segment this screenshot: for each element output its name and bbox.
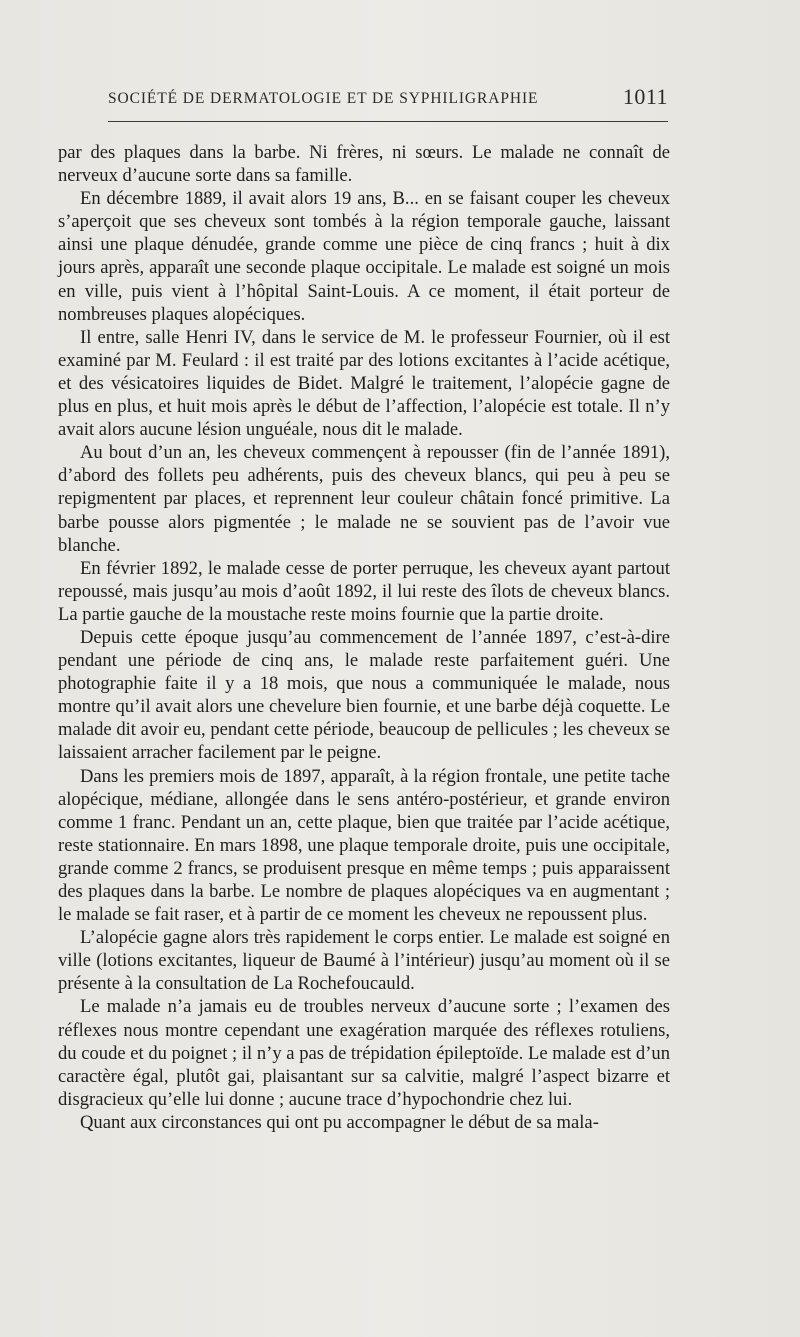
header-rule [108, 121, 668, 122]
paragraph: Au bout d’un an, les cheveux commençent à repousser (fin de l’année 1891), d’abord des follets peu adhérents, puis des cheveux blancs, qui peu à peu se repigmentent par places, et reprennent leur couleur châtain foncé primitive. La barbe pousse alors pigmentée ; le malade ne se souvient pas de l’avoir vue blanche. [58, 442, 670, 556]
paragraph: En février 1892, le malade cesse de porter perruque, les cheveux ayant partout repoussé, mais jusqu’au mois d’août 1892, il lui reste des îlots de cheveux blancs. La partie gauche de la moustache reste moins fournie que la partie droite. [58, 557, 670, 625]
body-text [58, 141, 670, 1134]
paragraph: par des plaques dans la barbe. Ni frères, ni sœurs. Le malade ne connaît de nerveux d’aucune sorte dans sa famille. [58, 142, 670, 187]
running-title: SOCIÉTÉ DE DERMATOLOGIE ET DE SYPHILIGRAPHIE [108, 90, 539, 107]
paragraph: Quant aux circonstances qui ont pu accompagner le début de sa mala- [80, 1111, 599, 1133]
paragraph: Dans les premiers mois de 1897, apparaît, à la région frontale, une petite tache alopécique, médiane, allongée dans le sens antéro-postérieur, et grande environ comme 1 franc. Pendant un an, cette plaque, bien que traitée par l’acide acétique, reste stationnaire. En mars 1898, une plaque temporale droite, puis une occipitale, grande comme 2 francs, se produisent presque en même temps ; puis apparaissent des plaques dans la barbe. Le nombre de plaques alopéciques va en augmentant ; le malade se fait raser, et à partir de ce moment les cheveux ne repoussent plus. [58, 765, 670, 926]
paragraph: Depuis cette époque jusqu’au commencement de l’année 1897, c’est-à-dire pendant une période de cinq ans, le malade reste parfaitement guéri. Une photographie faite il y a 18 mois, que nous a communiquée le malade, nous montre qu’il avait alors une chevelure bien fournie, et une barbe déjà coquette. Le malade dit avoir eu, pendant cette période, beaucoup de pellicules ; les cheveux se laissaient arracher facilement par le peigne. [58, 626, 670, 764]
paragraph: L’alopécie gagne alors très rapidement le corps entier. Le malade est soigné en ville (lotions excitantes, liqueur de Baumé à l’intérieur) jusqu’au moment où il se présente à la consultation de La Rochefoucauld. [58, 927, 670, 995]
running-head [108, 84, 668, 114]
page-number: 1011 [622, 84, 668, 109]
paragraph: Il entre, salle Henri IV, dans le service de M. le professeur Fournier, où il est examiné par M. Feulard : il est traité par des lotions excitantes à l’acide acétique, et des vésicatoires liquides de Bidet. Malgré le traitement, l’alopécie gagne de plus en plus, et huit mois après le début de l’affection, l’alopécie est totale. Il n’y avait alors aucune lésion unguéale, nous dit le malade. [58, 326, 670, 441]
paragraph: En décembre 1889, il avait alors 19 ans, B... en se faisant couper les cheveux s’aperçoit que ses cheveux sont tombés à la région temporale gauche, laissant ainsi une plaque dénudée, grande comme une pièce de cinq francs ; huit à dix jours après, apparaît une seconde plaque occipitale. Le malade est soigné un mois en ville, puis vient à l’hôpital Saint-Louis. A ce moment, il était porteur de nombreuses plaques alopéciques. [58, 188, 670, 325]
paragraph: Le malade n’a jamais eu de troubles nerveux d’aucune sorte ; l’examen des réflexes nous montre cependant une exagération marquée des réflexes rotuliens, du coude et du poignet ; il n’y a pas de trépidation épileptoïde. Le malade est d’un caractère égal, plutôt gai, plaisantant sur sa calvitie, malgré l’aspect bizarre et disgracieux qu’elle lui donne ; aucune trace d’hypochondrie chez lui. [58, 996, 670, 1110]
